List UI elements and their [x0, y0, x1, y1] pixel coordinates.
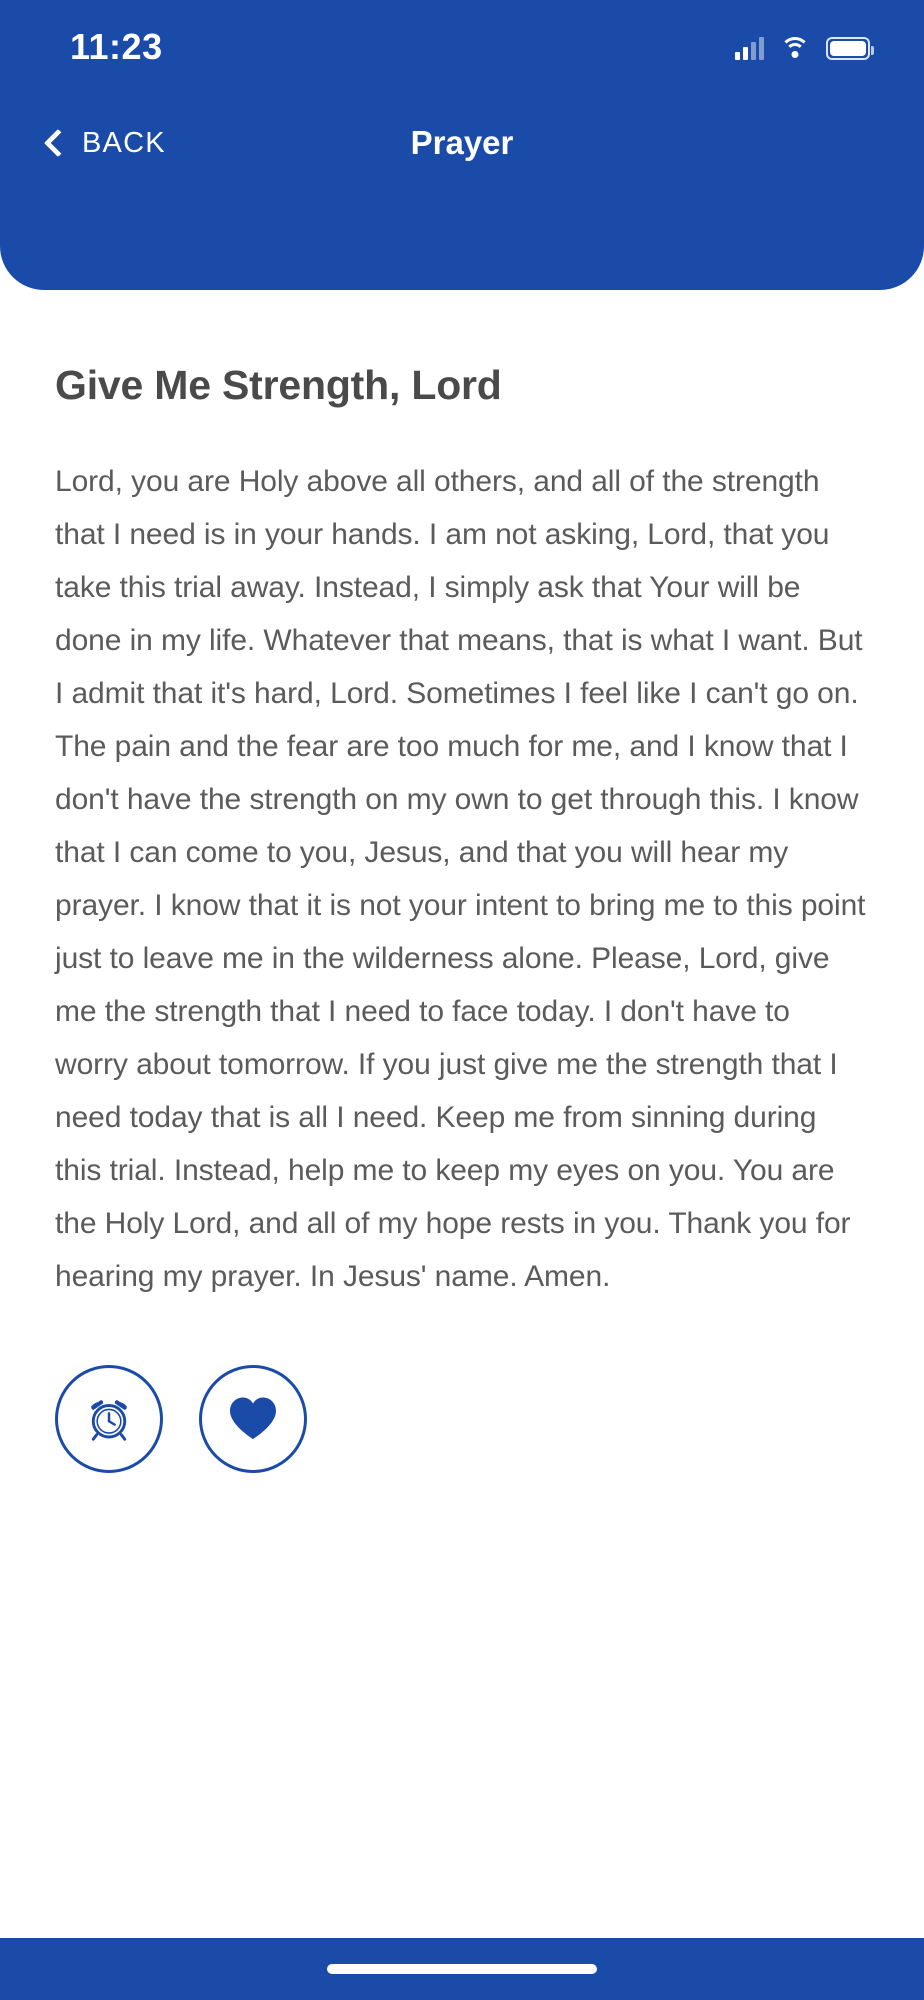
status-time: 11:23	[70, 26, 163, 67]
home-indicator[interactable]	[327, 1964, 597, 1974]
chevron-left-icon	[44, 129, 72, 157]
navigation-bar	[0, 88, 924, 198]
alarm-clock-icon	[82, 1392, 136, 1446]
prayer-body-text: Lord, you are Holy above all others, and all of the strength that I need is in your hands. I am not asking, Lord, that you take this trial away. Instead, I simply ask that Your will be done in my life. Whatever that means, that is what I want. But I admit that it's hard, Lord. Sometimes I feel like I can't go on. The pain and the fear are too much for me, and I know that I don't have the strength on my own to get through this. I know that I can come to you, Jesus, and that you will hear my prayer. I know that it is not your intent to bring me to this point just to leave me in the wilderness alone. Please, Lord, give me the strength that I need to face today. I don't have to worry about tomorrow. If you just give me the strength that I need today that is all I need. Keep me from sinning during this trial. Instead, help me to keep my eyes on you. You are the Holy Lord, and all of my hope rests in you. Thank you for hearing my prayer. In Jesus' name. Amen.	[55, 465, 866, 1293]
page-title: Prayer	[410, 124, 514, 161]
prayer-content	[0, 290, 924, 1938]
back-button-label: BACK	[82, 126, 166, 159]
bottom-bar	[0, 1938, 924, 2000]
battery-icon	[826, 37, 870, 60]
cellular-signal-icon	[735, 36, 764, 60]
status-icons	[735, 28, 870, 60]
back-button[interactable]	[36, 117, 174, 170]
action-buttons	[55, 1365, 869, 1473]
app-header	[0, 0, 924, 290]
prayer-title: Give Me Strength, Lord	[55, 362, 502, 408]
favorite-button[interactable]	[199, 1365, 307, 1473]
status-bar	[0, 0, 924, 88]
heart-icon	[227, 1395, 279, 1443]
wifi-icon	[780, 37, 810, 60]
reminder-button[interactable]	[55, 1365, 163, 1473]
